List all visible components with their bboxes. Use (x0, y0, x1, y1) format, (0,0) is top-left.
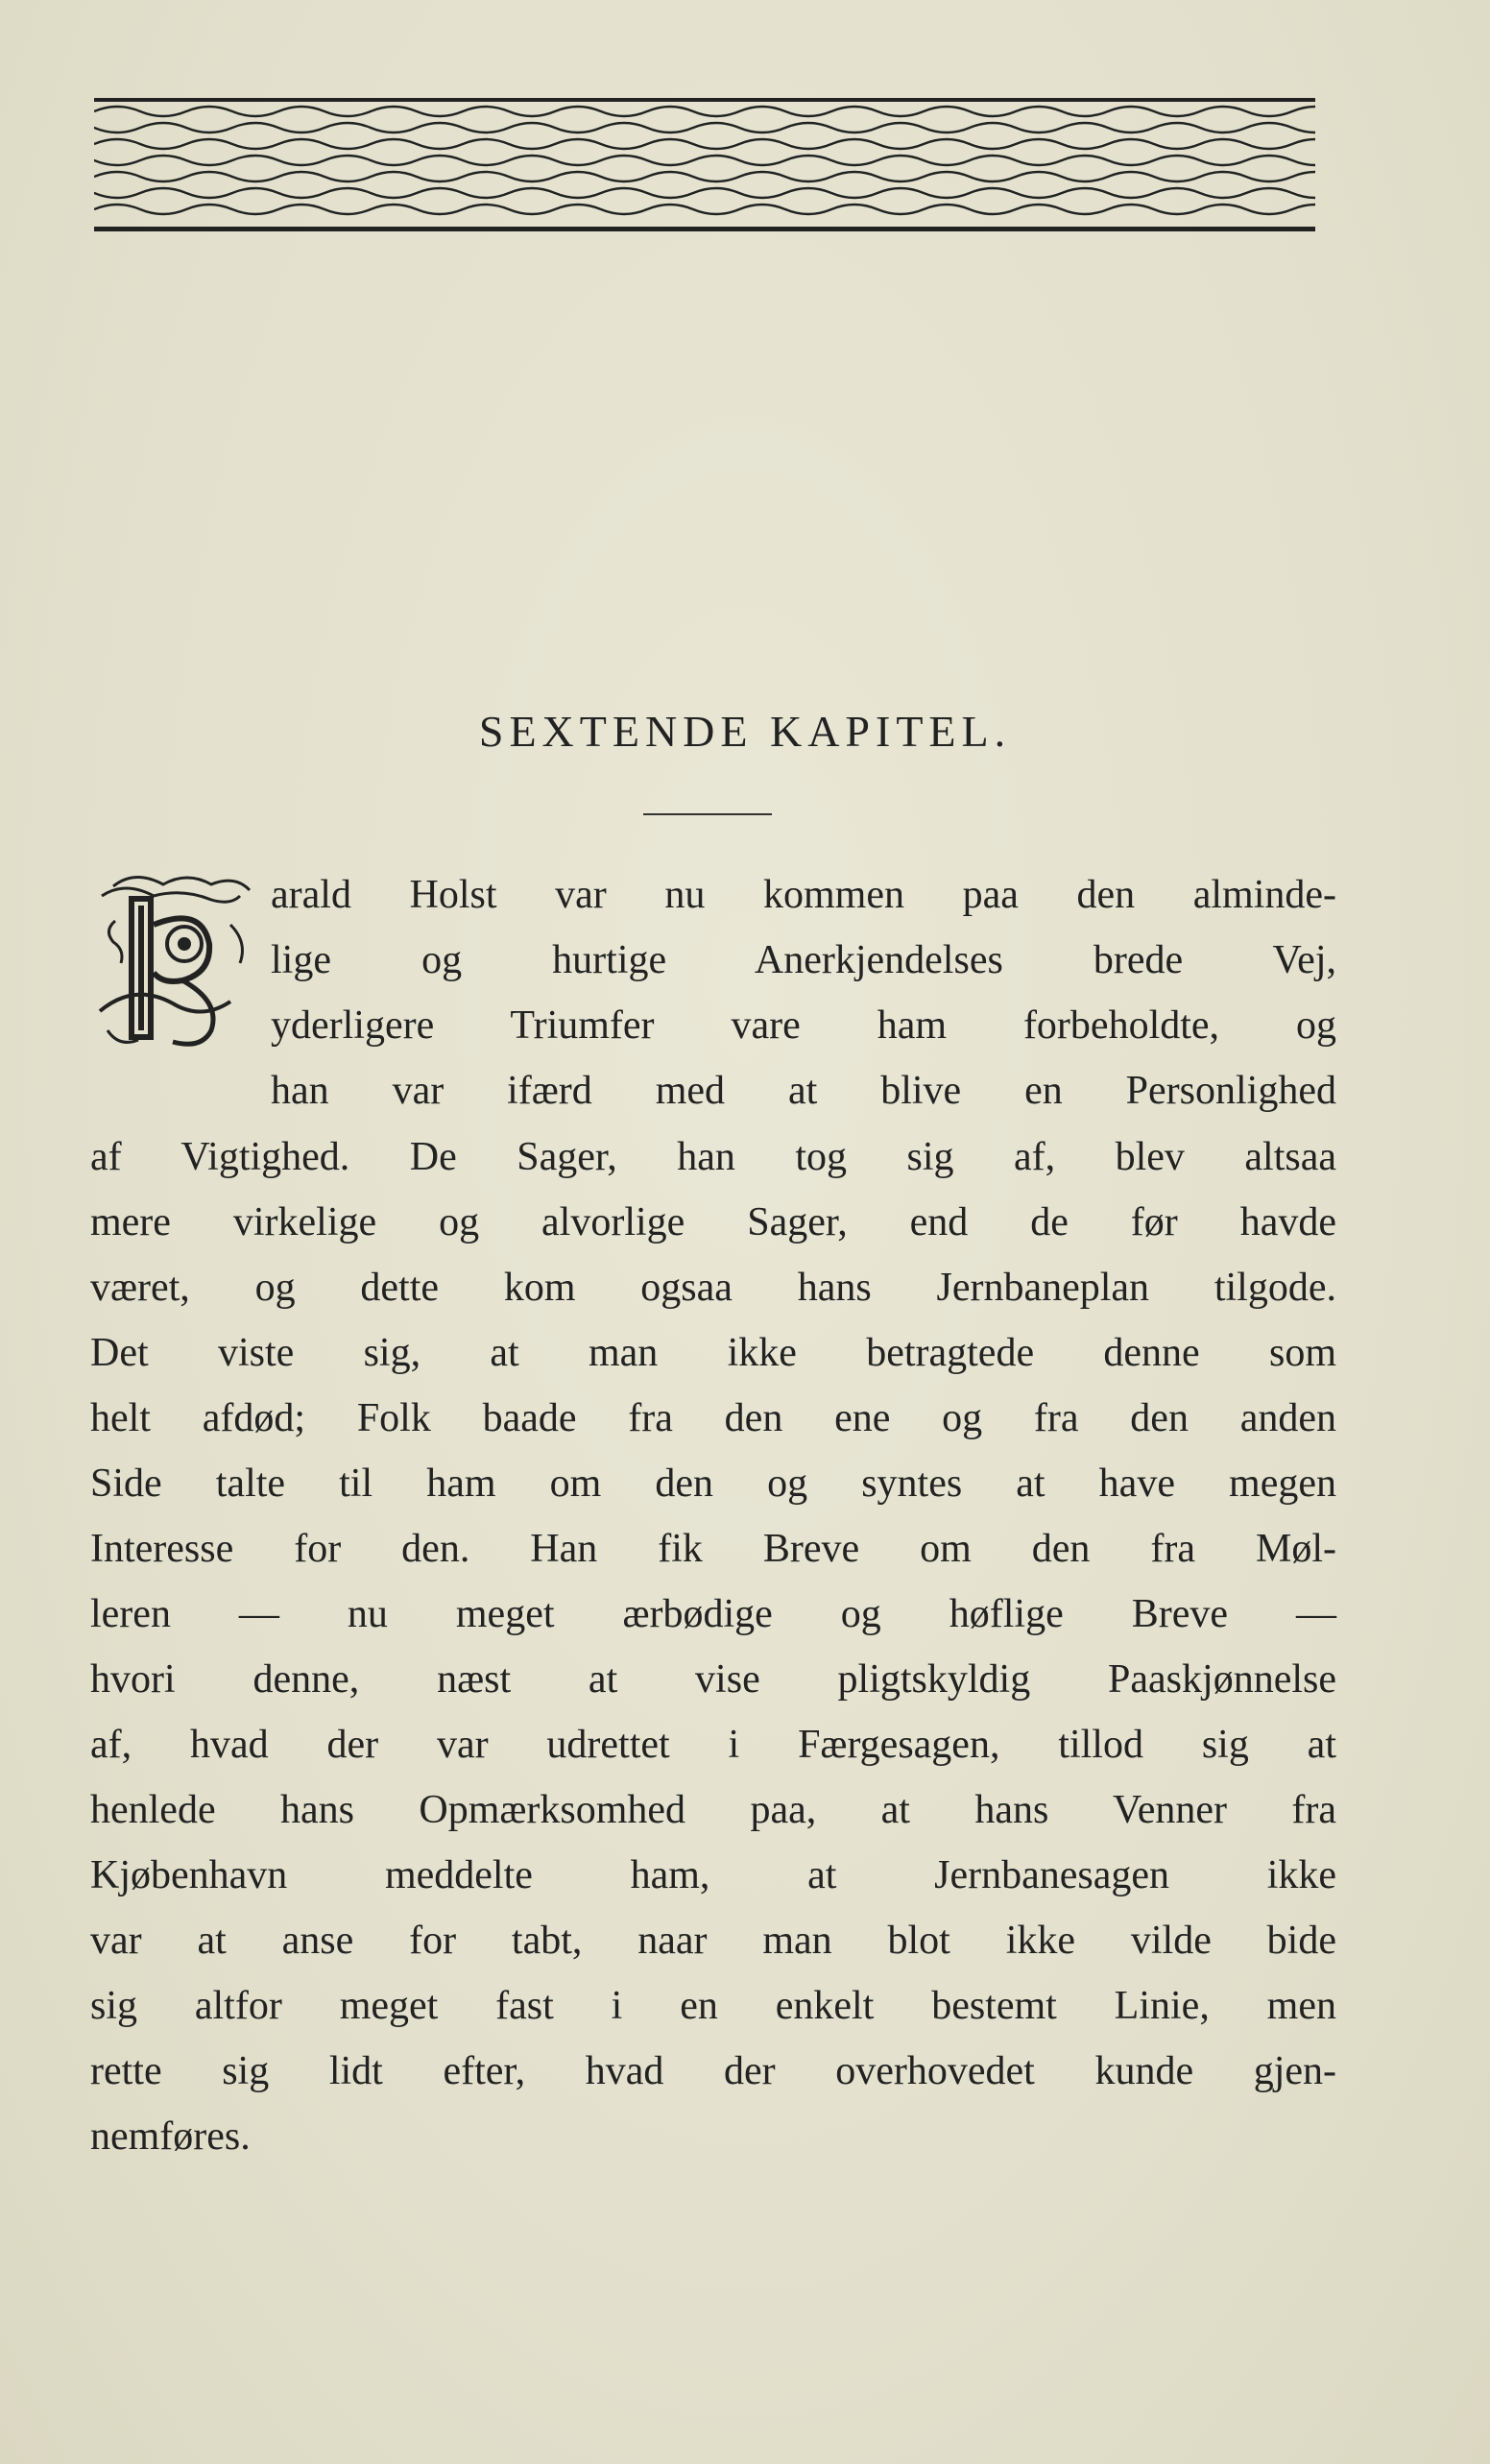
text-line: Interesse for den. Han fik Breve om den fra Møl- (90, 1527, 1336, 1571)
wave-stroke (94, 172, 1315, 181)
title-divider (643, 813, 772, 815)
text-line: mere virkelige og alvorlige Sager, end de før havde (90, 1200, 1336, 1244)
wave-stroke (94, 107, 1315, 116)
text-line: nemføres. (90, 2114, 251, 2159)
text-line: rette sig lidt efter, hvad der overhovedet kunde gjen- (90, 2049, 1336, 2093)
text-line: henlede hans Opmærksomhed paa, at hans Venner fra (90, 1788, 1336, 1832)
text-line: helt afdød; Folk baade fra den ene og fra den anden (90, 1396, 1336, 1440)
text-line: af, hvad der var udrettet i Færgesagen, tillod sig at (90, 1723, 1336, 1767)
text-line: arald Holst var nu kommen paa den alminde- (271, 873, 1336, 917)
text-line: han var ifærd med at blive en Personlighed (271, 1069, 1336, 1113)
ornamental-initial-h-icon (96, 867, 267, 1059)
text-line: Det viste sig, at man ikke betragtede denne som (90, 1331, 1336, 1375)
text-line: sig altfor meget fast i en enkelt bestemt Linie, men (90, 1984, 1336, 2028)
text-line: hvori denne, næst at vise pligtskyldig Paaskjønnelse (90, 1657, 1336, 1702)
text-line: lige og hurtige Anerkjendelses brede Vej, (271, 938, 1336, 982)
text-line: Side talte til ham om den og syntes at have megen (90, 1461, 1336, 1506)
wave-stroke (94, 205, 1315, 214)
text-line: Kjøbenhavn meddelte ham, at Jernbanesagen ikke (90, 1853, 1336, 1897)
decorative-wave-band-icon (94, 98, 1315, 232)
text-line: af Vigtighed. De Sager, han tog sig af, blev altsaa (90, 1135, 1336, 1179)
wave-stroke (94, 188, 1315, 198)
text-line: været, og dette kom ogsaa hans Jernbaneplan tilgode. (90, 1266, 1336, 1310)
text-line: leren — nu meget ærbødige og høflige Breve — (90, 1592, 1336, 1636)
text-line: yderligere Triumfer vare ham forbeholdte, og (271, 1003, 1336, 1048)
text-line: var at anse for tabt, naar man blot ikke vilde bide (90, 1919, 1336, 1963)
wave-stroke (94, 156, 1315, 165)
wave-stroke (94, 139, 1315, 149)
wave-stroke (94, 123, 1315, 133)
chapter-title: SEXTENDE KAPITEL. (478, 707, 1012, 756)
